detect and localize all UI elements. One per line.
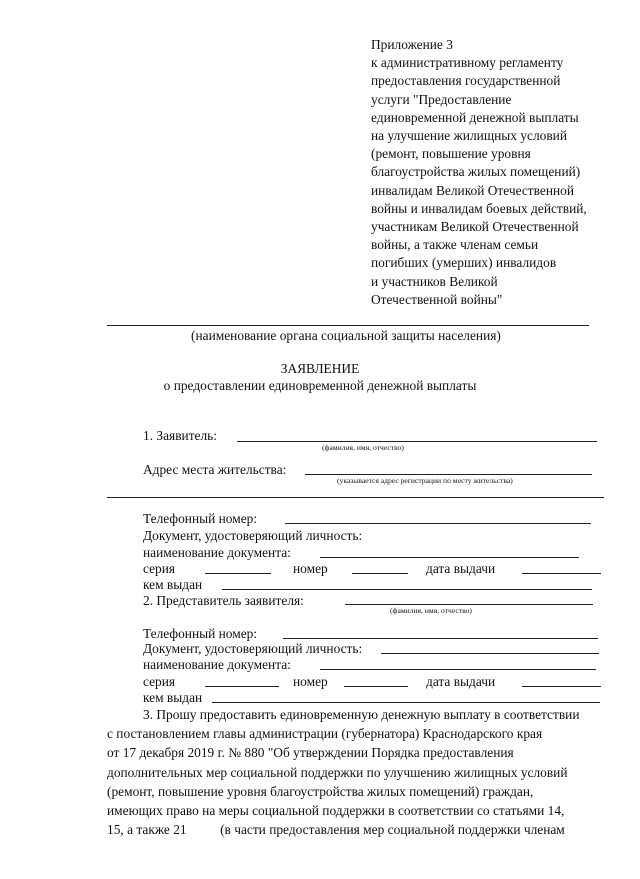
representative-issued-by-label: кем выдан bbox=[143, 690, 203, 705]
representative-number-field[interactable] bbox=[344, 686, 408, 687]
representative-name-hint: (фамилия, имя, отчество) bbox=[390, 606, 472, 615]
applicant-series-label: серия bbox=[143, 561, 176, 576]
document-subtitle: о предоставлении единовременной денежной выплаты bbox=[163, 378, 477, 393]
address-field[interactable] bbox=[305, 474, 592, 475]
applicant-name-hint: (фамилия, имя, отчество) bbox=[322, 443, 404, 452]
applicant-issue-date-field[interactable] bbox=[522, 573, 601, 574]
address-label: Адрес места жительства: bbox=[143, 462, 287, 477]
appendix-line: Отечественной войны" bbox=[371, 291, 503, 307]
applicant-id-doc-label: Документ, удостоверяющий личность: bbox=[143, 528, 363, 543]
applicant-name-field[interactable] bbox=[237, 441, 597, 442]
representative-id-doc-field[interactable] bbox=[381, 653, 599, 654]
appendix-line: войны и инвалидам боевых действий, bbox=[371, 200, 587, 216]
appendix-line: предоставления государственной bbox=[371, 73, 561, 89]
address-hint: (указывается адрес регистрации по месту жительства) bbox=[337, 476, 513, 485]
appendix-header bbox=[371, 36, 587, 309]
representative-doc-name-field[interactable] bbox=[320, 669, 596, 670]
paragraph-line: дополнительных мер социальной поддержки по улучшению жилищных условий bbox=[107, 764, 568, 780]
applicant-issued-by-field[interactable] bbox=[222, 589, 592, 590]
applicant-doc-name-label: наименование документа: bbox=[143, 545, 291, 560]
request-paragraph bbox=[107, 705, 612, 839]
appendix-line: Приложение 3 bbox=[371, 37, 453, 52]
appendix-line: на улучшение жилищных условий bbox=[371, 128, 568, 144]
appendix-line: войны, а также членам семьи bbox=[371, 237, 539, 253]
paragraph-line: (ремонт, повышение уровня благоустройства жилых помещений) граждан, bbox=[107, 783, 534, 799]
representative-issued-by-field[interactable] bbox=[212, 702, 600, 703]
representative-doc-name-label: наименование документа: bbox=[143, 657, 291, 672]
applicant-phone-field[interactable] bbox=[285, 523, 591, 524]
representative-label: 2. Представитель заявителя: bbox=[143, 593, 304, 608]
appendix-line: участникам Великой Отечественной bbox=[371, 219, 579, 235]
applicant-phone-label: Телефонный номер: bbox=[143, 511, 258, 526]
representative-issue-date-label: дата выдачи bbox=[426, 674, 496, 689]
representative-series-label: серия bbox=[143, 674, 176, 689]
applicant-number-label: номер bbox=[293, 561, 328, 576]
representative-number-label: номер bbox=[293, 674, 328, 689]
address-field-continued[interactable] bbox=[107, 497, 604, 498]
representative-phone-field[interactable] bbox=[283, 638, 598, 639]
applicant-number-field[interactable] bbox=[352, 573, 408, 574]
paragraph-line: с постановлением главы администрации (губернатора) Краснодарского края bbox=[107, 726, 543, 742]
representative-id-doc-label: Документ, удостоверяющий личность: bbox=[143, 641, 363, 656]
appendix-line: погибших (умерших) инвалидов bbox=[371, 255, 557, 271]
applicant-label: 1. Заявитель: bbox=[143, 428, 217, 443]
paragraph-line: 3. Прошу предоставить единовременную денежную выплату в соответствии bbox=[143, 707, 580, 722]
applicant-doc-name-field[interactable] bbox=[320, 557, 579, 558]
paragraph-line: имеющих право на меры социальной поддержки в соответствии со статьями 14, bbox=[107, 803, 565, 819]
applicant-series-field[interactable] bbox=[205, 573, 271, 574]
organ-caption: (наименование органа социальной защиты населения) bbox=[191, 328, 501, 343]
representative-phone-label: Телефонный номер: bbox=[143, 626, 258, 641]
representative-name-field[interactable] bbox=[345, 604, 593, 605]
document-title: ЗАЯВЛЕНИЕ bbox=[280, 361, 360, 376]
representative-issue-date-field[interactable] bbox=[522, 686, 601, 687]
appendix-line: (ремонт, повышение уровня bbox=[371, 146, 531, 162]
appendix-line: инвалидам Великой Отечественной bbox=[371, 182, 575, 198]
applicant-issue-date-label: дата выдачи bbox=[426, 561, 496, 576]
paragraph-line: 15, а также 21 (в части предоставления мер социальной поддержки членам bbox=[107, 822, 565, 838]
appendix-line: к административному регламенту bbox=[371, 55, 564, 71]
representative-series-field[interactable] bbox=[205, 686, 279, 687]
paragraph-line: от 17 декабря 2019 г. № 880 "Об утверждении Порядка предоставления bbox=[107, 745, 514, 761]
appendix-line: услуги "Предоставление bbox=[371, 91, 512, 107]
appendix-line: благоустройства жилых помещений) bbox=[371, 164, 581, 180]
organ-name-field[interactable] bbox=[107, 325, 589, 326]
appendix-line: и участников Великой bbox=[371, 273, 498, 289]
applicant-issued-by-label: кем выдан bbox=[143, 577, 203, 592]
appendix-line: единовременной денежной выплаты bbox=[371, 109, 579, 125]
